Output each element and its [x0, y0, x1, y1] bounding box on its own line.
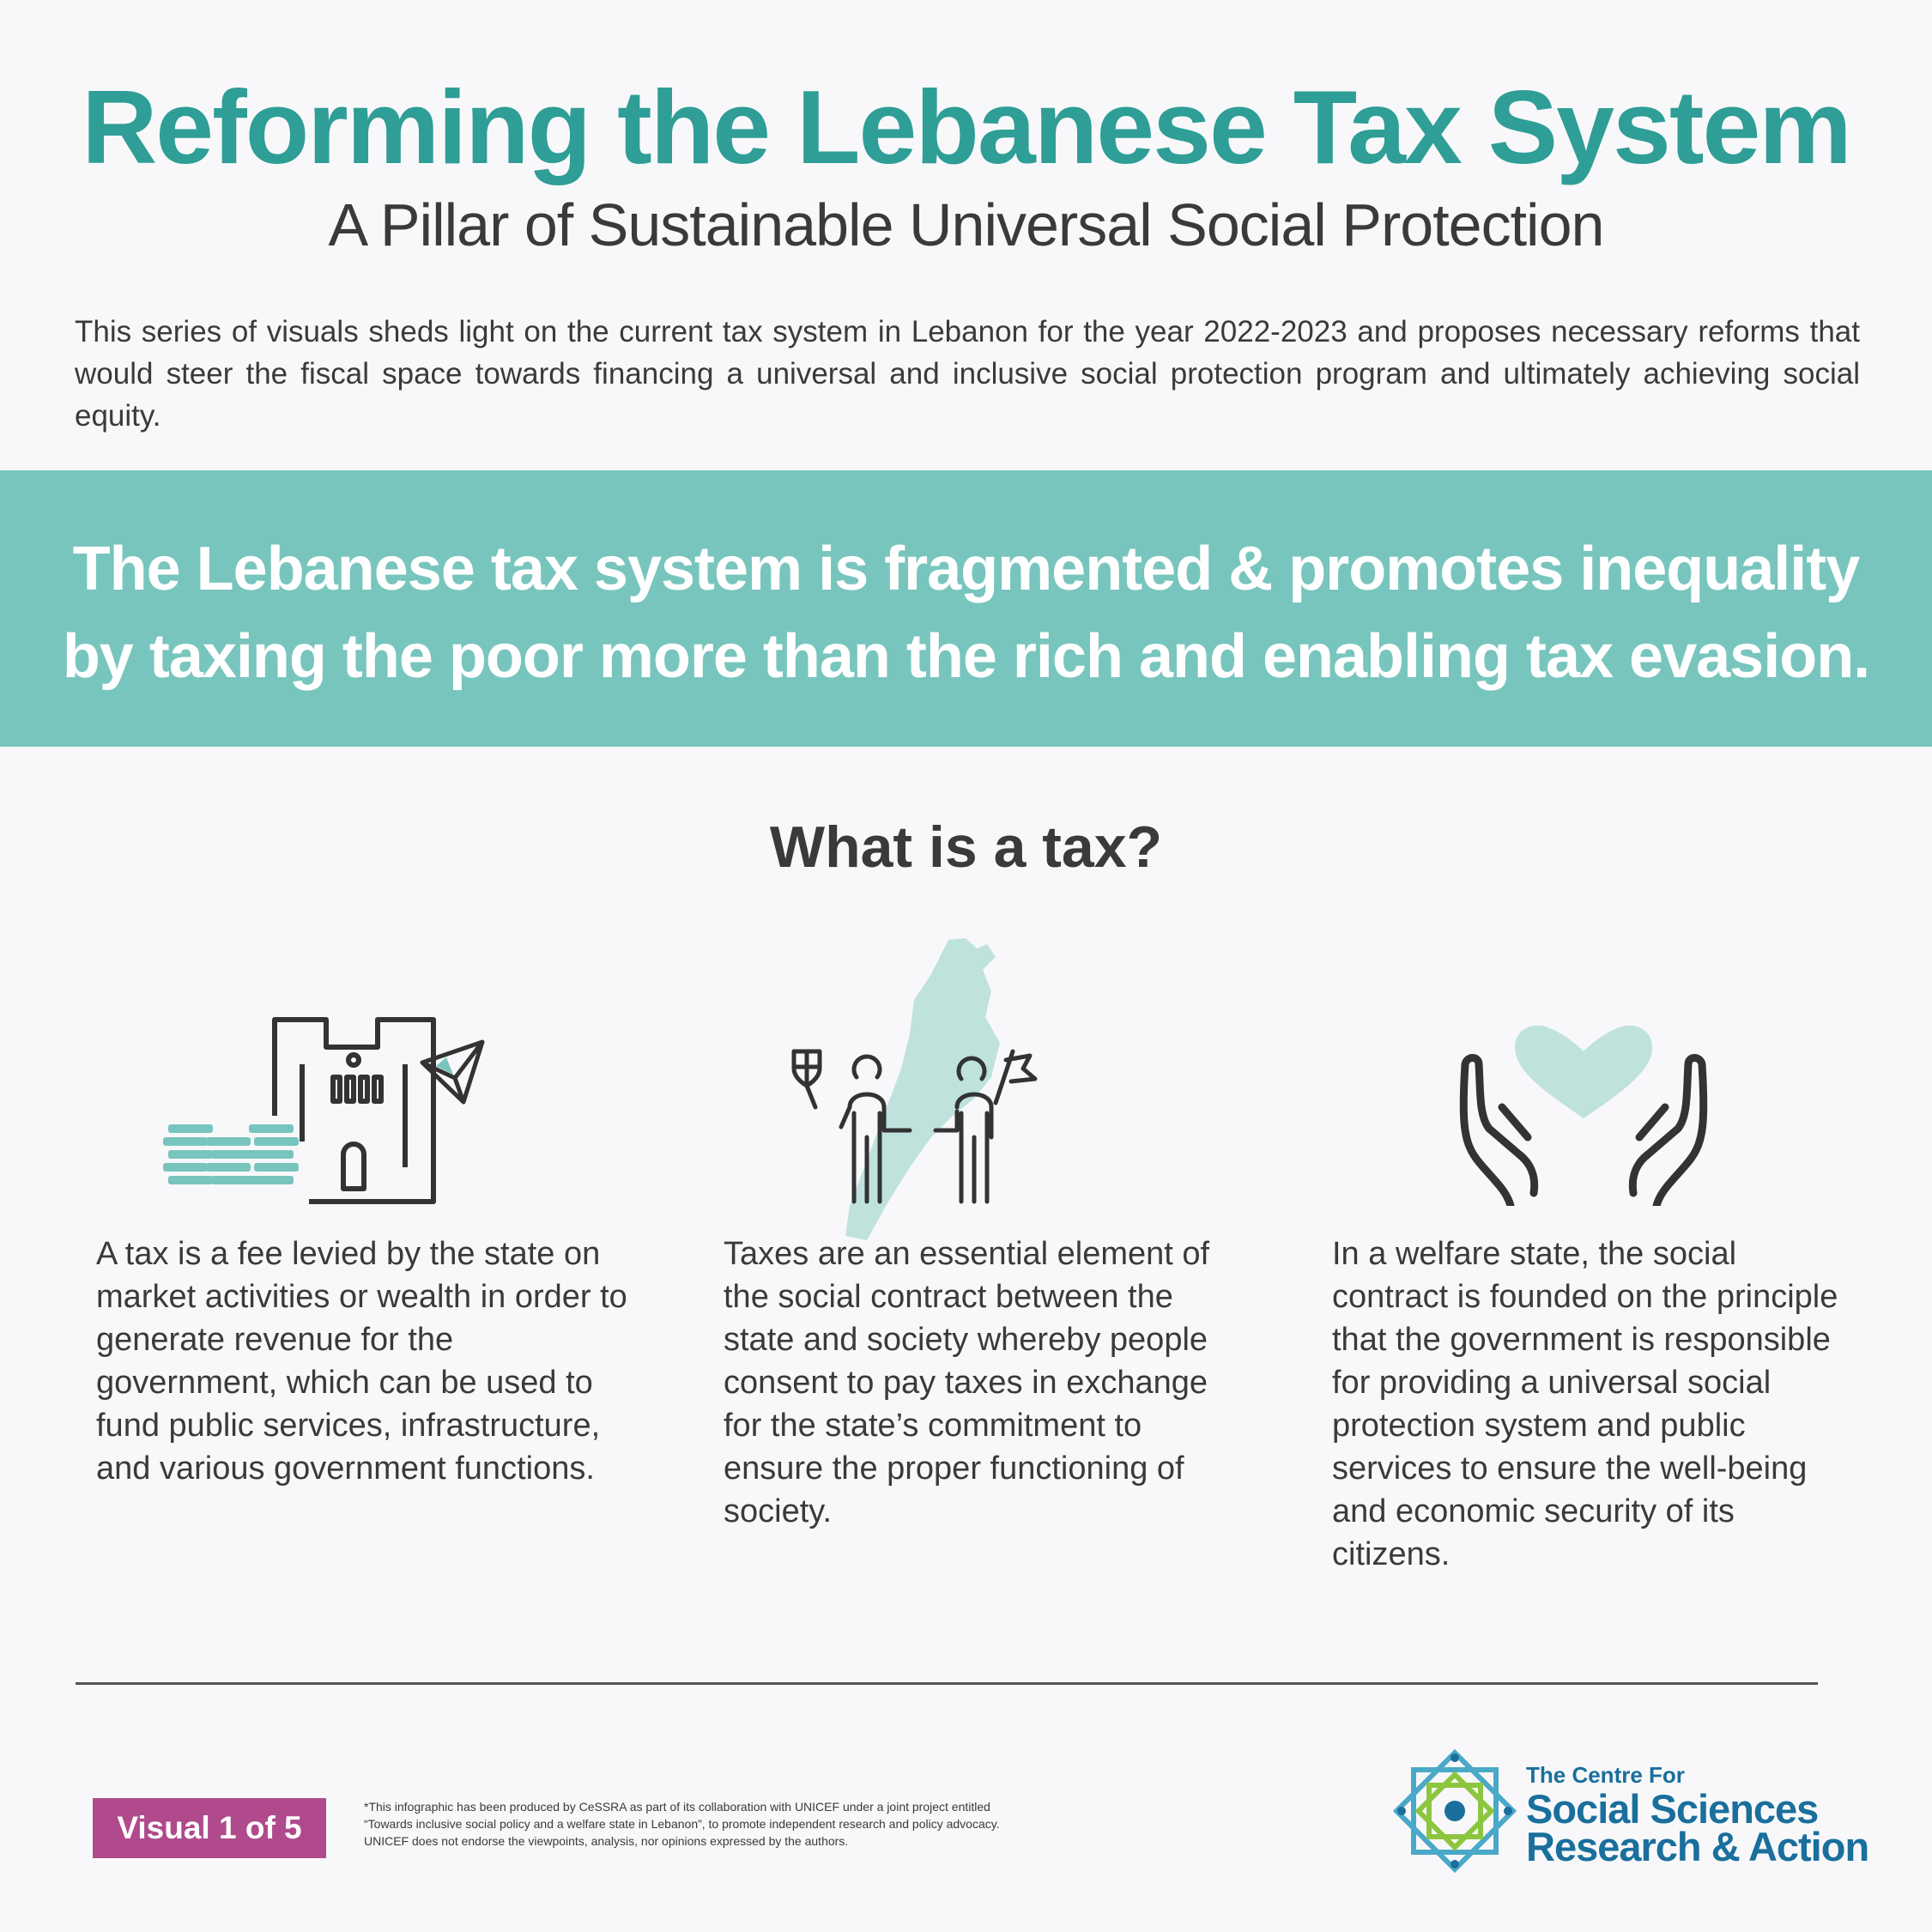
- intro-paragraph: This series of visuals sheds light on the current tax system in Lebanon for the year 2022-2023 and proposes necessary reforms that would steer the fiscal space towards financing a universal and inclusive social protection program and ultimately achieving social equity.: [75, 315, 1860, 433]
- social-contract-text: Taxes are an essential element of the social contract between the state and society whereby people consent to pay taxes in exchange for the state’s commitment to ensure the proper functioning of society.: [724, 1236, 1210, 1529]
- visual-counter-badge: Visual 1 of 5: [93, 1798, 326, 1858]
- social-contract-lebanon-map-icon: [781, 931, 1107, 1262]
- hands-heart-icon: [1455, 1026, 1712, 1210]
- page-title: Reforming the Lebanese Tax System: [82, 69, 1850, 185]
- logo-text-line-3: Research & Action: [1526, 1824, 1869, 1869]
- tax-definition-text: A tax is a fee levied by the state on market activities or wealth in order to generate revenue for the government, which can be used to fund public services, infrastructure, and various government functions.: [96, 1236, 627, 1487]
- key-message-banner: [0, 470, 1932, 747]
- section-heading: What is a tax?: [769, 815, 1163, 880]
- cessra-logo-icon: [1386, 1742, 1523, 1884]
- banner-line-1: The Lebanese tax system is fragmented & promotes inequality: [72, 535, 1860, 603]
- page-subtitle: A Pillar of Sustainable Universal Social Protection: [328, 191, 1604, 258]
- logo-text-line-1: The Centre For: [1526, 1762, 1685, 1788]
- banner-line-2: by taxing the poor more than the rich and enabling tax evasion.: [62, 622, 1870, 691]
- logo-text-line-2: Social Sciences: [1526, 1786, 1819, 1832]
- banner-text: [51, 525, 1881, 700]
- government-building-money-icon: [163, 1013, 489, 1214]
- footer-divider: [76, 1682, 1818, 1685]
- footnote: *This infographic has been produced by CeSSRA as part of its collaboration with UNICEF under a joint project entitled “Towards inclusive social policy and a welfare state in Lebanon”, to promote independent research and policy advocacy. UNICEF does not endorse the viewpoints, analysis, nor opinions expressed by the authors.: [364, 1800, 1000, 1848]
- welfare-state-text: In a welfare state, the social contract is founded on the principle that the government is responsible for providing a universal social protection system and public services to ensure the well-being and economic security of its citizens.: [1332, 1236, 1838, 1572]
